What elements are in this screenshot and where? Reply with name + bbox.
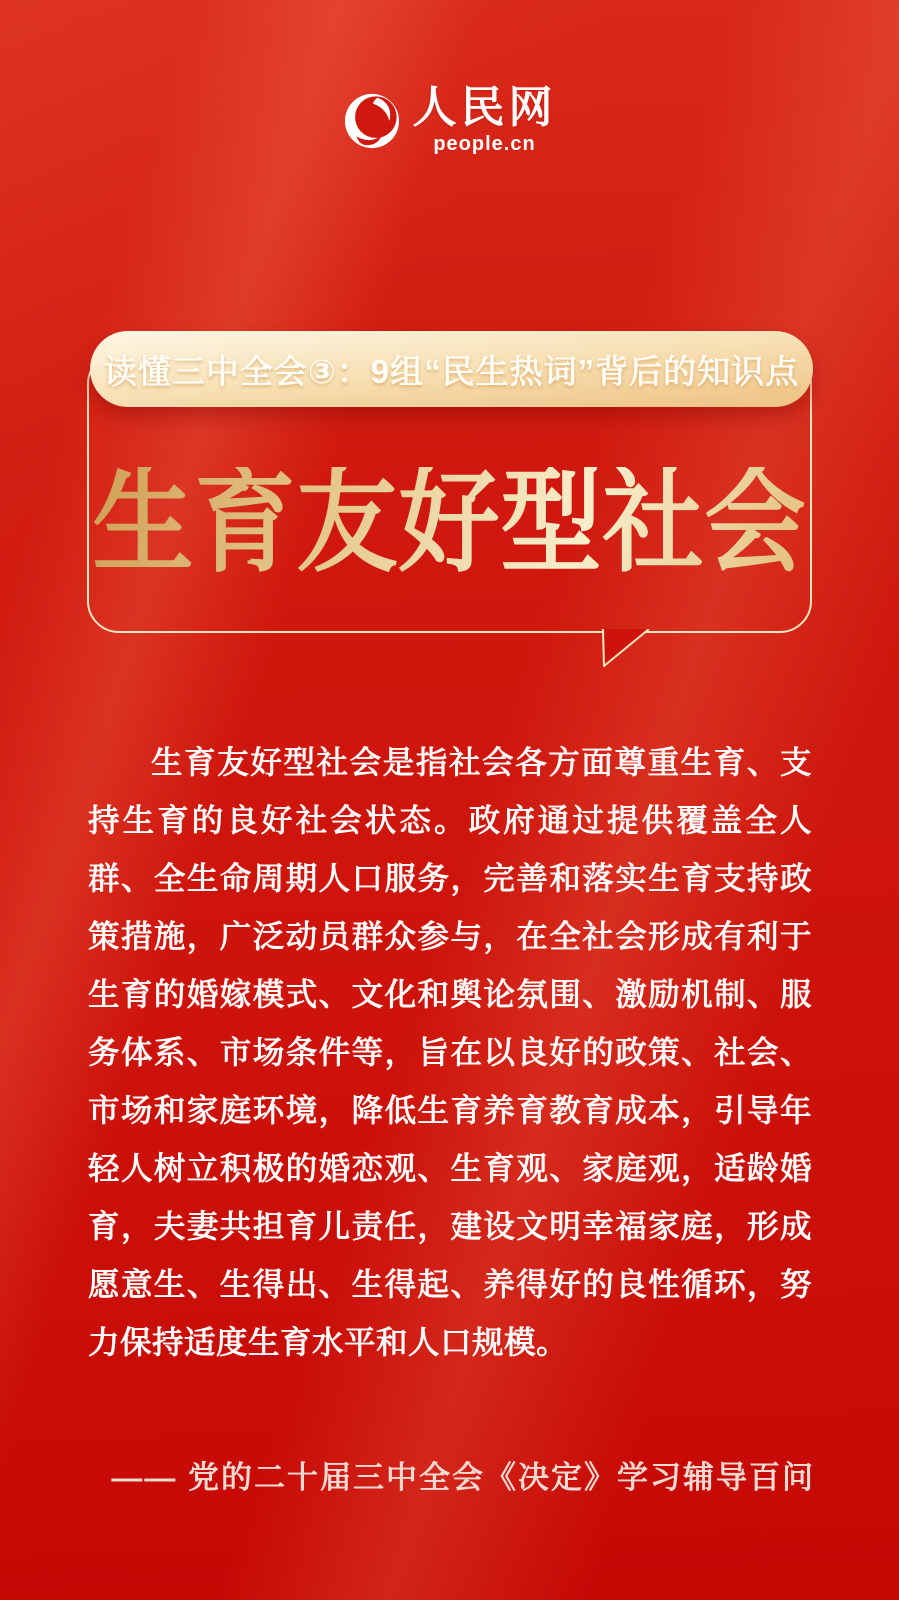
attribution-line: —— 党的二十届三中全会《决定》学习辅导百问 — [111, 1460, 815, 1495]
kicker-text: 读懂三中全会③：9组“民生热词”背后的知识点 — [103, 352, 800, 390]
page-title: 生育友好型社会 — [92, 460, 807, 586]
logo-wordmark: 人民网 — [412, 83, 557, 132]
logo-text-block — [412, 83, 557, 156]
body-paragraph: 生育友好型社会是指社会各方面尊重生育、支持生育的良好社会状态。政府通过提供覆盖全人群、全生命周期人口服务，完善和落实生育支持政策措施，广泛动员群众参与，在全社会形成有利于生育的婚嫁模式、文化和舆论氛围、激励机制、服务体系、市场条件等，旨在以良好的政策、社会、市场和家庭环境，降低生育养育教育成本，引导年轻人树立积极的婚恋观、生育观、家庭观，适龄婚育，夫妻共担育儿责任，建设文明幸福家庭，形成愿意生、生得出、生得起、养得好的良性循环，努力保持适度生育水平和人口规模。 — [88, 744, 812, 1360]
logo-domain: people.cn — [433, 133, 536, 155]
kicker-banner — [90, 331, 813, 407]
speech-bubble-tail-icon — [601, 629, 651, 671]
people-cn-globe-icon — [343, 92, 401, 150]
people-cn-logo — [0, 83, 899, 156]
